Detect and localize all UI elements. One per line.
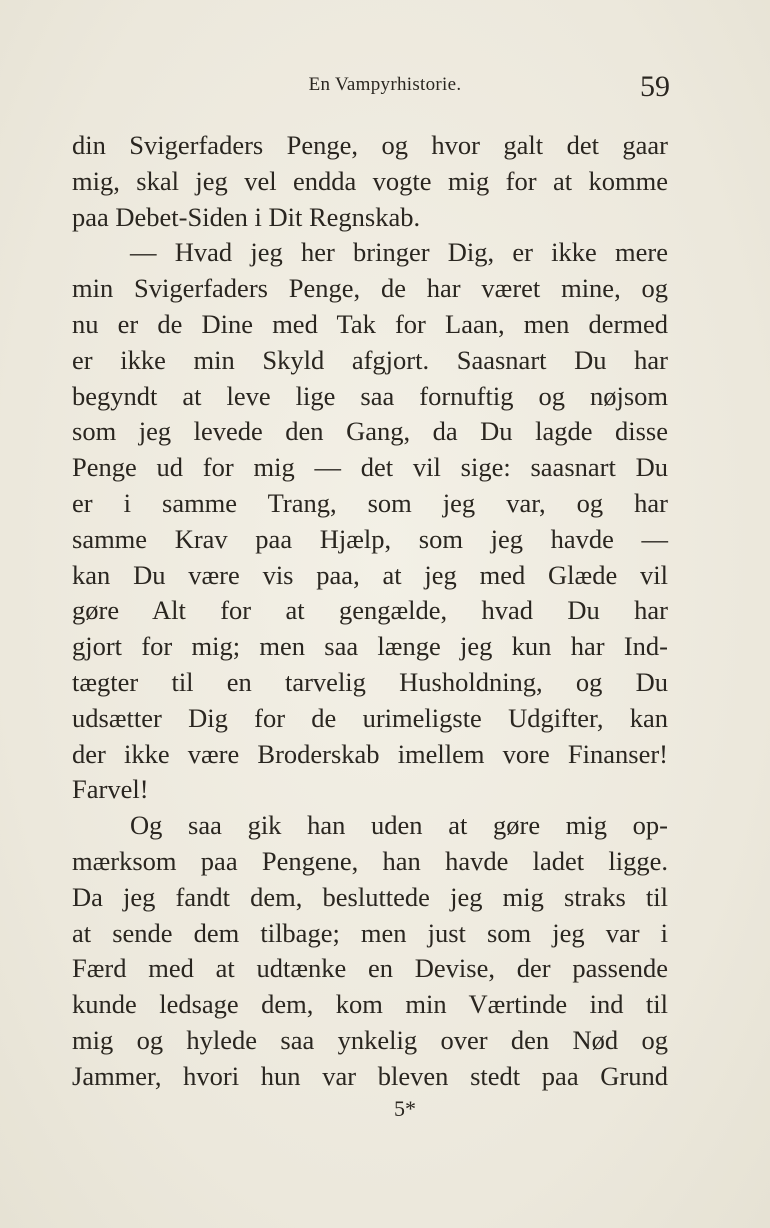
text-line: Jammer, hvori hun var bleven stedt paa Grund [72, 1060, 668, 1091]
text-line: gøre Alt for at gengælde, hvad Du har [72, 595, 668, 626]
text-line: — Hvad jeg her bringer Dig, er ikke mere [130, 237, 668, 268]
text-line: mig, skal jeg vel endda vogte mig for at komme [72, 165, 668, 196]
text-line: der ikke være Broderskab imellem vore Finanser! [72, 738, 668, 769]
page-number: 59 [640, 70, 670, 103]
signature-mark: 5* [394, 1096, 416, 1121]
text-line: din Svigerfaders Penge, og hvor galt det gaar [72, 130, 668, 160]
text-line: kan Du være vis paa, at jeg med Glæde vil [72, 559, 668, 590]
body-text [72, 128, 668, 1095]
text-line: Penge ud for mig — det vil sige: saasnart Du [72, 452, 668, 483]
text-line: Færd med at udtænke en Devise, der passende [72, 953, 668, 984]
text-line: som jeg levede den Gang, da Du lagde disse [72, 416, 668, 447]
text-line: tægter til en tarvelig Husholdning, og Du [72, 666, 668, 697]
text-line: min Svigerfaders Penge, de har været mine, og [72, 273, 668, 304]
text-line: udsætter Dig for de urimeligste Udgifter, kan [72, 702, 668, 733]
running-head: En Vampyrhistorie. [308, 74, 462, 95]
text-line: begyndt at leve lige saa fornuftig og nøjsom [72, 380, 668, 411]
text-line: Farvel! [72, 774, 149, 805]
text-line: Og saa gik han uden at gøre mig op- [130, 810, 668, 841]
text-line: er ikke min Skyld afgjort. Saasnart Du har [72, 344, 668, 375]
text-line: Da jeg fandt dem, besluttede jeg mig straks til [72, 881, 668, 912]
text-line: paa Debet-Siden i Dit Regnskab. [72, 201, 421, 232]
text-line: samme Krav paa Hjælp, som jeg havde — [72, 523, 668, 554]
page-header [0, 70, 770, 110]
text-line: mærksom paa Pengene, han havde ladet ligge. [72, 845, 668, 876]
text-line: kunde ledsage dem, kom min Værtinde ind til [72, 989, 668, 1020]
text-line: gjort for mig; men saa længe jeg kun har Ind- [72, 631, 668, 662]
text-line: mig og hylede saa ynkelig over den Nød og [72, 1024, 668, 1055]
text-line: at sende dem tilbage; men just som jeg var i [72, 917, 668, 948]
text-line: nu er de Dine med Tak for Laan, men dermed [72, 308, 668, 339]
text-line: er i samme Trang, som jeg var, og har [72, 487, 668, 518]
